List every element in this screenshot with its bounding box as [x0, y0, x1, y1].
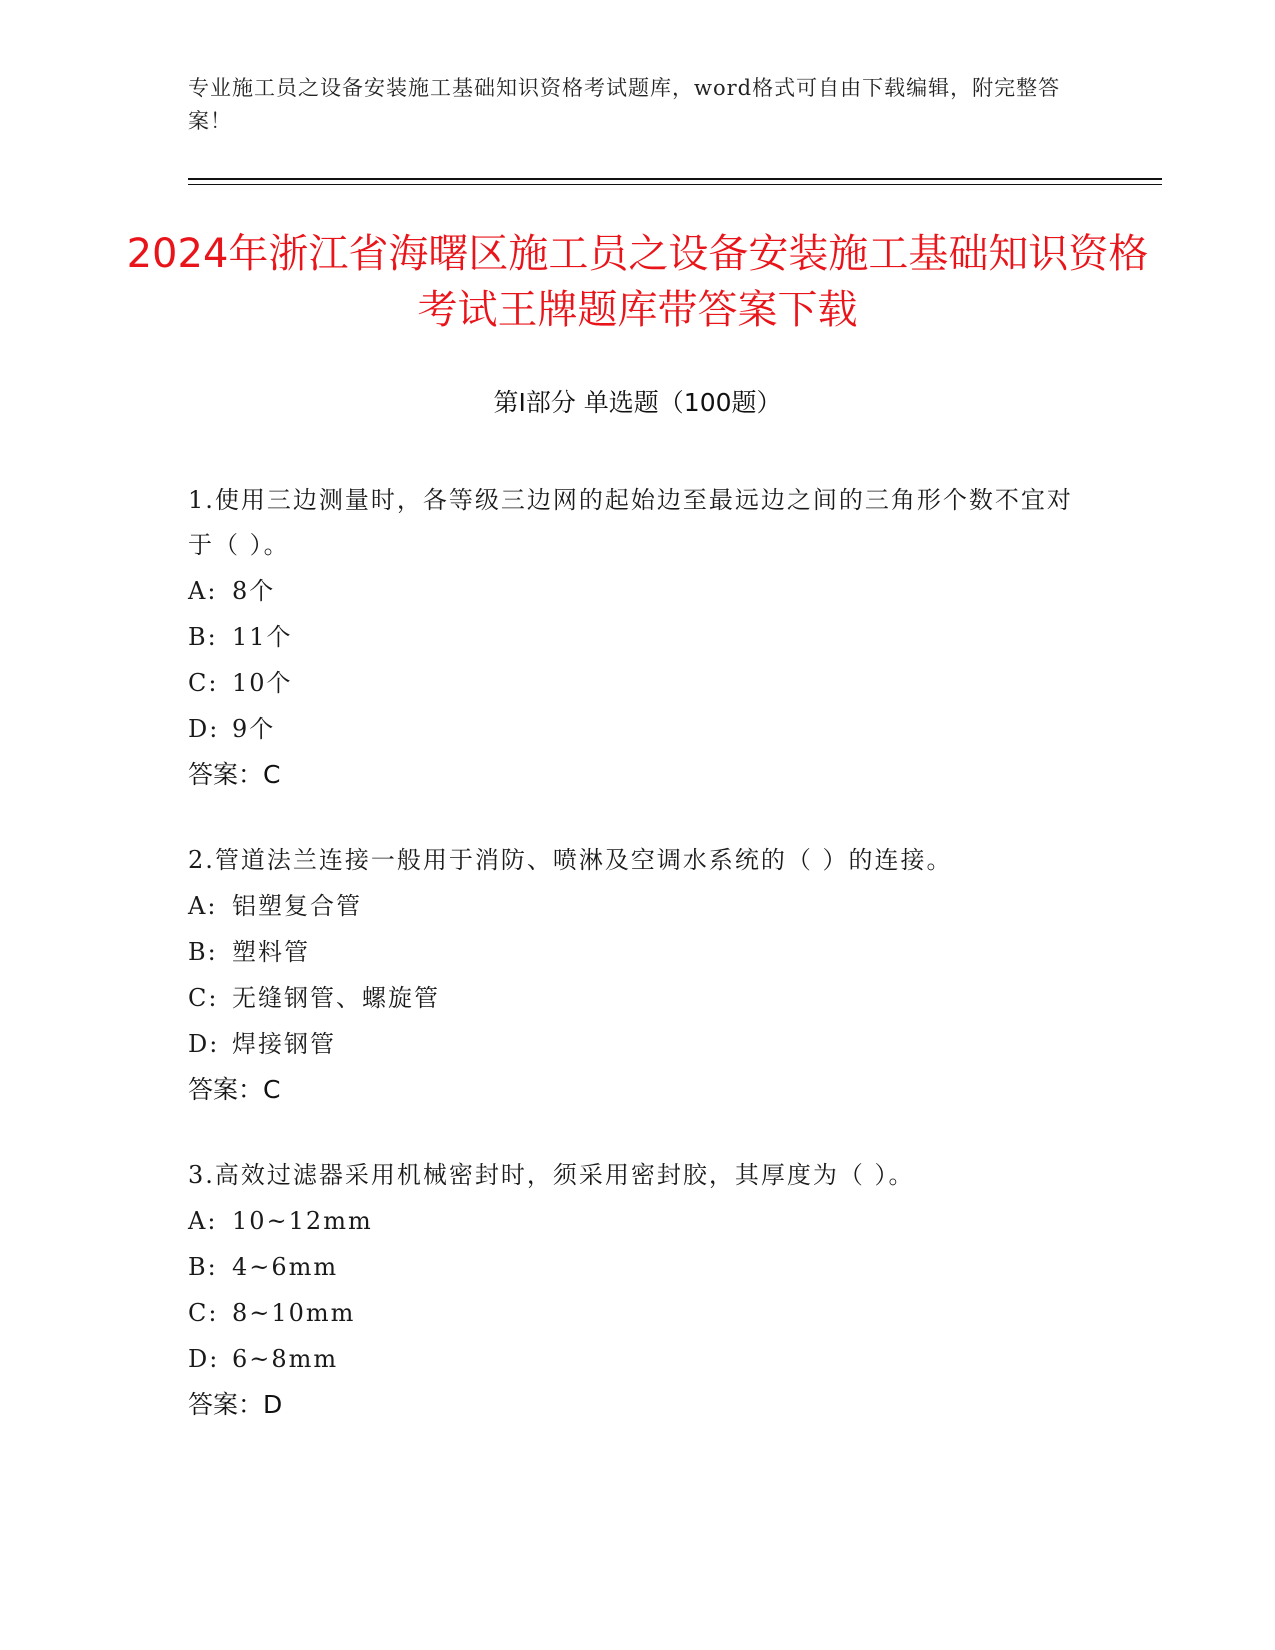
option-text: 10~12mm — [232, 1207, 373, 1235]
option-letter: A: — [188, 577, 218, 605]
option-text: 铝塑复合管 — [232, 892, 362, 920]
option-text: 8~10mm — [232, 1299, 356, 1327]
option-letter: D: — [188, 715, 220, 743]
question-1 — [188, 478, 1088, 798]
option-b — [188, 929, 1088, 975]
option-letter: C: — [188, 984, 219, 1012]
question-list — [188, 478, 1088, 1468]
answer: 答案：D — [188, 1390, 283, 1419]
section-heading: 第Ⅰ部分 单选题（100题） — [493, 388, 782, 417]
option-c — [188, 975, 1088, 1021]
document-title: 2024年浙江省海曙区施工员之设备安装施工基础知识资格考试王牌题库带答案下载 — [126, 231, 1149, 333]
option-text: 8个 — [232, 577, 276, 605]
option-letter: D: — [188, 1345, 220, 1373]
option-text: 11个 — [232, 623, 293, 651]
option-text: 无缝钢管、螺旋管 — [232, 984, 440, 1012]
option-b — [188, 1244, 1088, 1290]
option-a — [188, 1198, 1088, 1244]
option-letter: B: — [188, 938, 218, 966]
option-text: 9个 — [232, 715, 276, 743]
option-letter: B: — [188, 1253, 218, 1281]
question-2 — [188, 838, 1088, 1113]
option-a — [188, 883, 1088, 929]
option-text: 塑料管 — [232, 938, 310, 966]
option-c — [188, 660, 1088, 706]
option-text: 6~8mm — [232, 1345, 339, 1373]
option-text: 10个 — [232, 669, 293, 697]
question-stem: 3.高效过滤器采用机械密封时，须采用密封胶，其厚度为（ ）。 — [188, 1161, 915, 1189]
option-a — [188, 568, 1088, 614]
header-divider-thin — [188, 184, 1162, 185]
option-letter: B: — [188, 623, 218, 651]
question-stem: 2.管道法兰连接一般用于消防、喷淋及空调水系统的（ ）的连接。 — [188, 846, 953, 874]
option-letter: C: — [188, 1299, 219, 1327]
option-text: 焊接钢管 — [232, 1030, 336, 1058]
option-letter: A: — [188, 1207, 218, 1235]
answer: 答案：C — [188, 1075, 281, 1104]
option-text: 4~6mm — [232, 1253, 339, 1281]
answer: 答案：C — [188, 760, 281, 789]
option-d — [188, 1021, 1088, 1067]
question-stem: 1.使用三边测量时，各等级三边网的起始边至最远边之间的三角形个数不宜对于（ ）。 — [188, 486, 1073, 559]
header-divider-thick — [188, 178, 1162, 180]
option-letter: D: — [188, 1030, 220, 1058]
question-3 — [188, 1153, 1088, 1428]
option-b — [188, 614, 1088, 660]
option-letter: A: — [188, 892, 218, 920]
option-d — [188, 1336, 1088, 1382]
option-letter: C: — [188, 669, 219, 697]
header-note: 专业施工员之设备安装施工基础知识资格考试题库，word格式可自由下载编辑，附完整答案！ — [188, 76, 1061, 133]
option-c — [188, 1290, 1088, 1336]
option-d — [188, 706, 1088, 752]
